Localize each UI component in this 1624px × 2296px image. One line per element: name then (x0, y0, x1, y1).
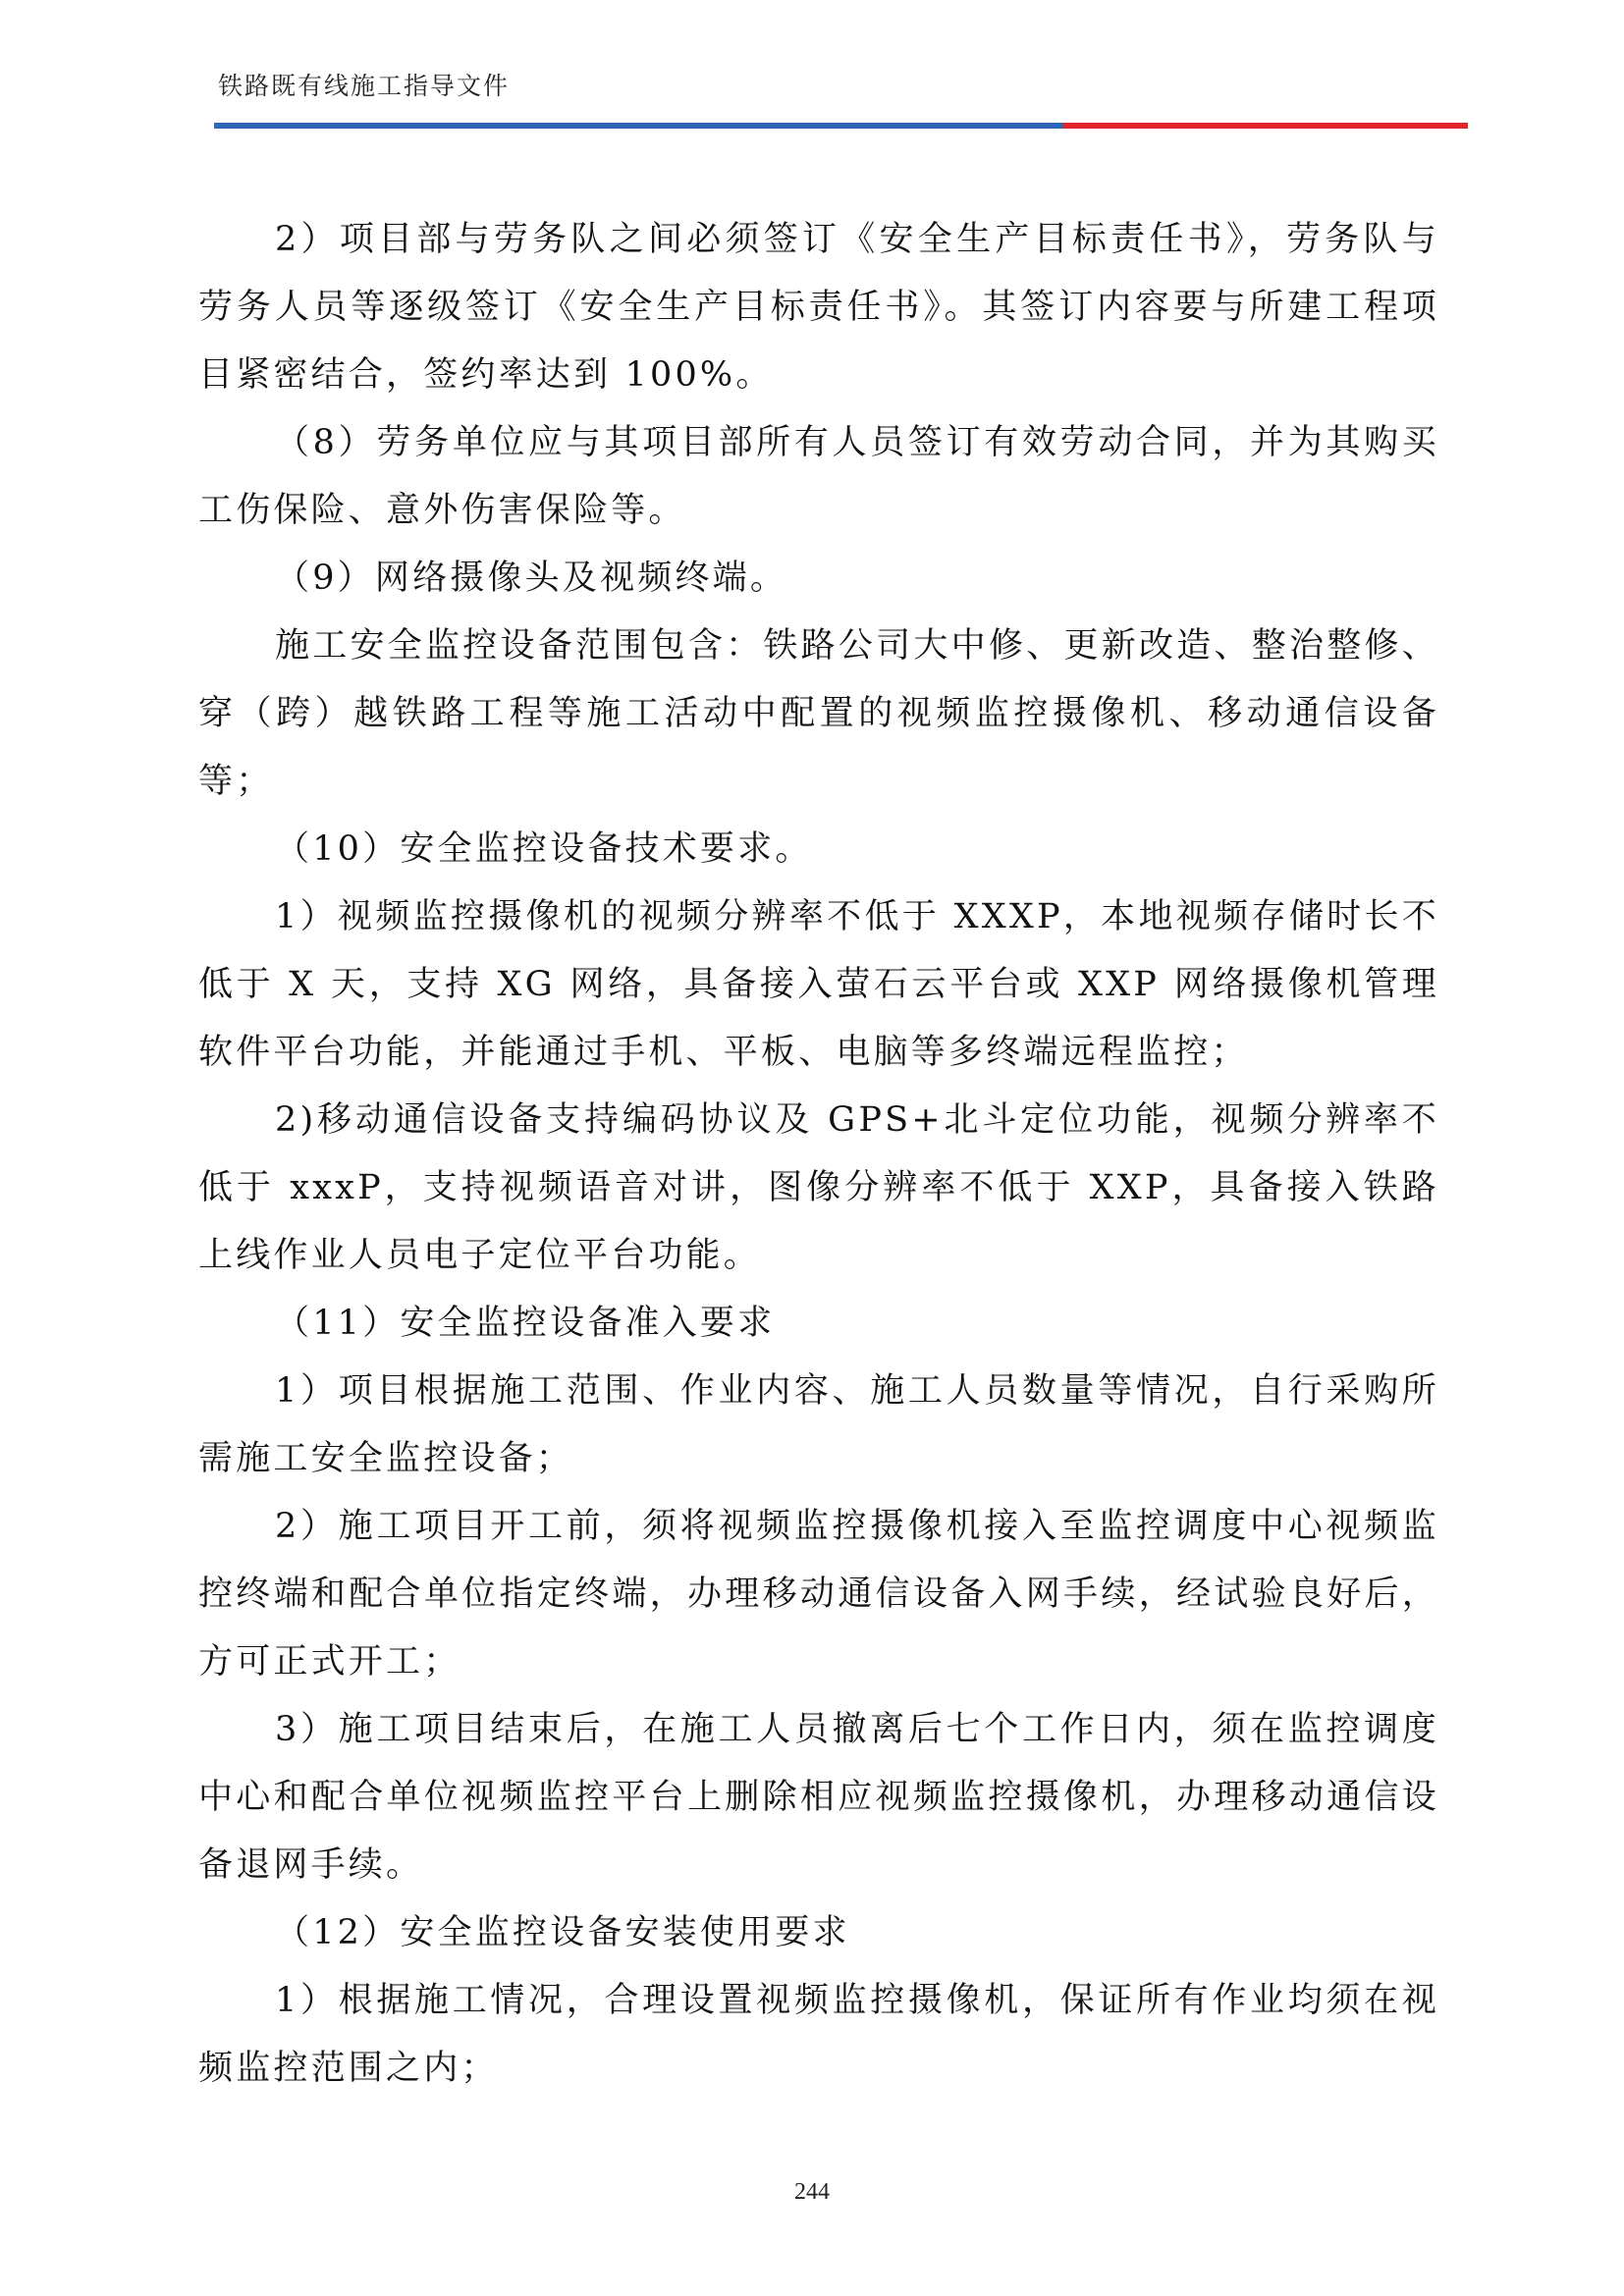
header-divider-red (1063, 123, 1468, 129)
document-body (198, 206, 1439, 2103)
page-number: 244 (794, 2179, 830, 2205)
paragraph-item-8: （8）劳务单位应与其项目部所有人员签订有效劳动合同，并为其购买工伤保险、意外伤害保险等。 (198, 423, 1439, 530)
paragraph-mobile-device-requirements: 2)移动通信设备支持编码协议及 GPS+北斗定位功能，视频分辨率不低于 xxxP，支持视频语音对讲，图像分辨率不低于 XXP，具备接入铁路上线作业人员电子定位平台功能。 (198, 1100, 1439, 1275)
paragraph-item-9: （9）网络摄像头及视频终端。 (275, 559, 788, 598)
document-header-title: 铁路既有线施工指导文件 (218, 72, 511, 100)
paragraph-monitoring-scope: 施工安全监控设备范围包含：铁路公司大中修、更新改造、整治整修、穿（跨）越铁路工程等施工活动中配置的视频监控摄像机、移动通信设备等； (198, 626, 1439, 801)
paragraph-after-completion: 3）施工项目结束后，在施工人员撤离后七个工作日内，须在监控调度中心和配合单位视频监控平台上删除相应视频监控摄像机，办理移动通信设备退网手续。 (198, 1710, 1439, 1885)
paragraph-procurement: 1）项目根据施工范围、作业内容、施工人员数量等情况，自行采购所需施工安全监控设备； (198, 1371, 1439, 1478)
paragraph-item-11: （11）安全监控设备准入要求 (275, 1304, 776, 1343)
paragraph-camera-placement: 1）根据施工情况，合理设置视频监控摄像机，保证所有作业均须在视频监控范围之内； (198, 1981, 1439, 2088)
paragraph-camera-requirements: 1）视频监控摄像机的视频分辨率不低于 XXXP，本地视频存储时长不低于 X 天，支持 XG 网络，具备接入萤石云平台或 XXP 网络摄像机管理软件平台功能，并能通过手机、平板、电脑等多终端远程监控； (198, 897, 1439, 1072)
header-divider (214, 123, 1468, 129)
paragraph-item-12: （12）安全监控设备安装使用要求 (275, 1913, 850, 1952)
paragraph-contract-signing: 2）项目部与劳务队之间必须签订《安全生产目标责任书》，劳务队与劳务人员等逐级签订《安全生产目标责任书》。其签订内容要与所建工程项目紧密结合，签约率达到 100%。 (198, 220, 1439, 395)
paragraph-before-start: 2）施工项目开工前，须将视频监控摄像机接入至监控调度中心视频监控终端和配合单位指定终端，办理移动通信设备入网手续，经试验良好后，方可正式开工； (198, 1507, 1439, 1682)
header-divider-blue (214, 123, 1063, 129)
paragraph-item-10: （10）安全监控设备技术要求。 (275, 829, 813, 869)
